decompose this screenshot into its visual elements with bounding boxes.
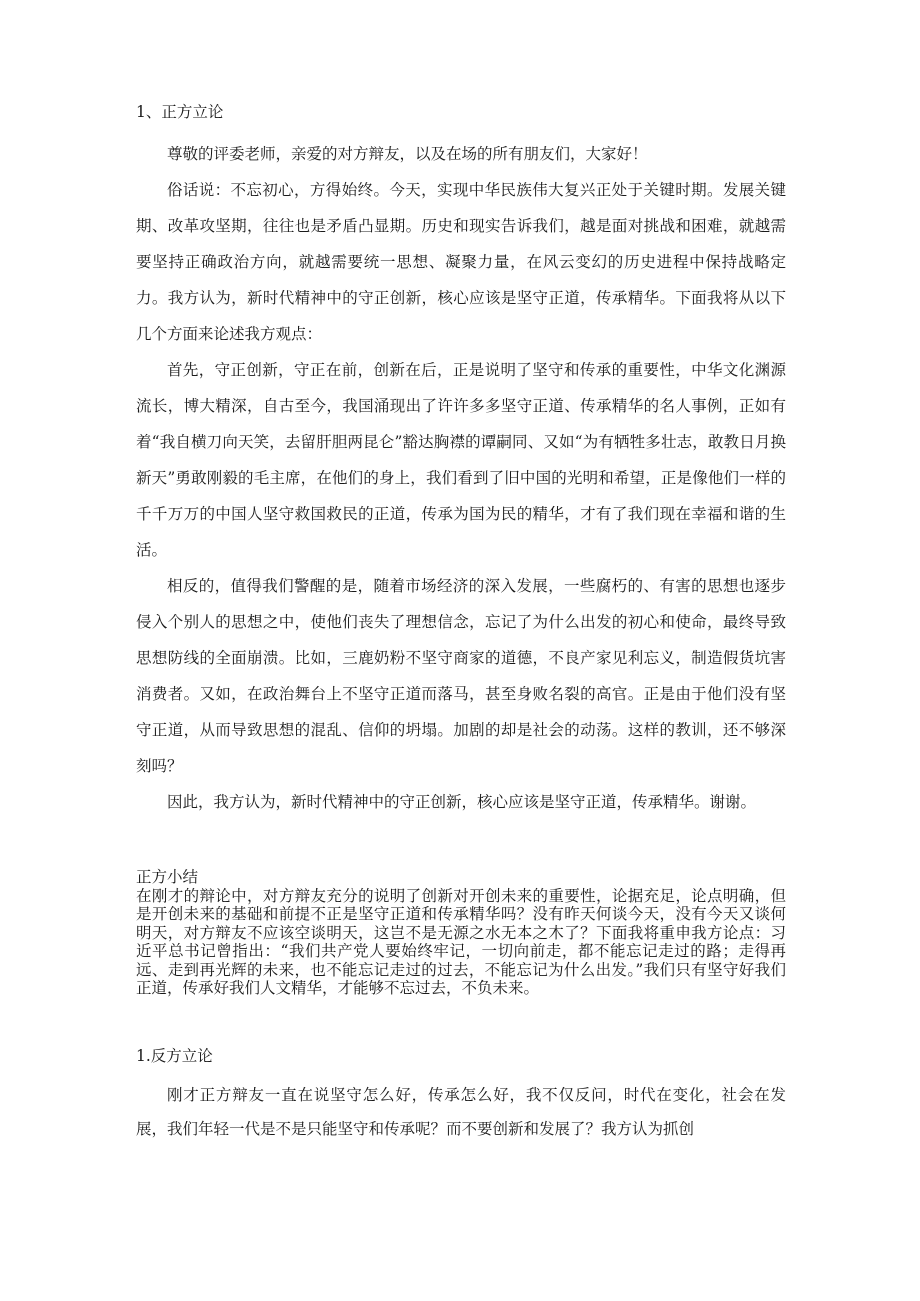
paragraph-negative-opening: 刚才正方辩友一直在说坚守怎么好，传承怎么好，我不仅反问，时代在变化，社会在发展，我们年轻一代是不是只能坚守和传承呢？而不要创新和发展了？我方认为抓创 <box>136 1086 786 1138</box>
section-affirmative-opening <box>136 136 786 820</box>
section-negative-opening <box>136 1078 786 1146</box>
section-heading-affirmative-opening: 1、正方立论 <box>136 103 224 121</box>
section-heading-affirmative-summary: 正方小结 <box>136 868 199 886</box>
paragraph-counter-example: 相反的，值得我们警醒的是，随着市场经济的深入发展，一些腐朽的、有害的思想也逐步侵入个别人的思想之中，使他们丧失了理想信念，忘记了为什么出发的初心和使命，最终导致思想防线的全面崩溃。比如，三鹿奶粉不坚守商家的道德，不良产家见利忘义，制造假货坑害消费者。又如，在政治舞台上不坚守正道而落马，甚至身败名裂的高官。正是由于他们没有坚守正道，从而导致思想的混乱、信仰的坍塌。加剧的却是社会的动荡。这样的教训，还不够深刻吗？ <box>136 577 786 775</box>
paragraph-greeting: 尊敬的评委老师，亲爱的对方辩友，以及在场的所有朋友们，大家好！ <box>167 145 648 163</box>
paragraph-summary: 在刚才的辩论中，对方辩友充分的说明了创新对开创未来的重要性，论据充足，论点明确，但是开创未来的基础和前提不正是坚守正道和传承精华吗？没有昨天何谈今天，没有今天又谈何明天，对方辩友不应该空谈明天，这岂不是无源之水无本之木了？下面我将重申我方论点：习近平总书记曾指出：“我们共产党人要始终牢记，一切向前走，都不能忘记走过的路；走得再远、走到再光辉的未来，也不能忘记走过的过去，不能忘记为什么出发。”我们只有坚守好我们正道，传承好我们人文精华，才能够不忘过去，不负未来。 <box>136 886 786 997</box>
paragraph-introduction: 俗话说：不忘初心，方得始终。今天，实现中华民族伟大复兴正处于关键时期。发展关键期、改革攻坚期，往往也是矛盾凸显期。历史和现实告诉我们，越是面对挑战和困难，就越需要坚持正确政治方向，就越需要统一思想、凝聚力量，在风云变幻的历史进程中保持战略定力。我方认为，新时代精神中的守正创新，核心应该是坚守正道，传承精华。下面我将从以下几个方面来论述我方观点： <box>136 181 786 343</box>
paragraph-conclusion: 因此，我方认为，新时代精神中的守正创新，核心应该是坚守正道，传承精华。谢谢。 <box>167 793 757 811</box>
section-heading-negative-opening: 1.反方立论 <box>136 1047 213 1065</box>
section-affirmative-summary <box>136 868 786 998</box>
paragraph-first-argument: 首先，守正创新，守正在前，创新在后，正是说明了坚守和传承的重要性，中华文化渊源流长，博大精深，自古至今，我国涌现出了许许多多坚守正道、传承精华的名人事例，正如有着“我自横刀向天笑，去留肝胆两昆仑”豁达胸襟的谭嗣同、又如“为有牺牲多壮志，敢教日月换新天”勇敢刚毅的毛主席，在他们的身上，我们看到了旧中国的光明和希望，正是像他们一样的千千万万的中国人坚守救国救民的正道，传承为国为民的精华，才有了我们现在幸福和谐的生活。 <box>136 361 786 559</box>
